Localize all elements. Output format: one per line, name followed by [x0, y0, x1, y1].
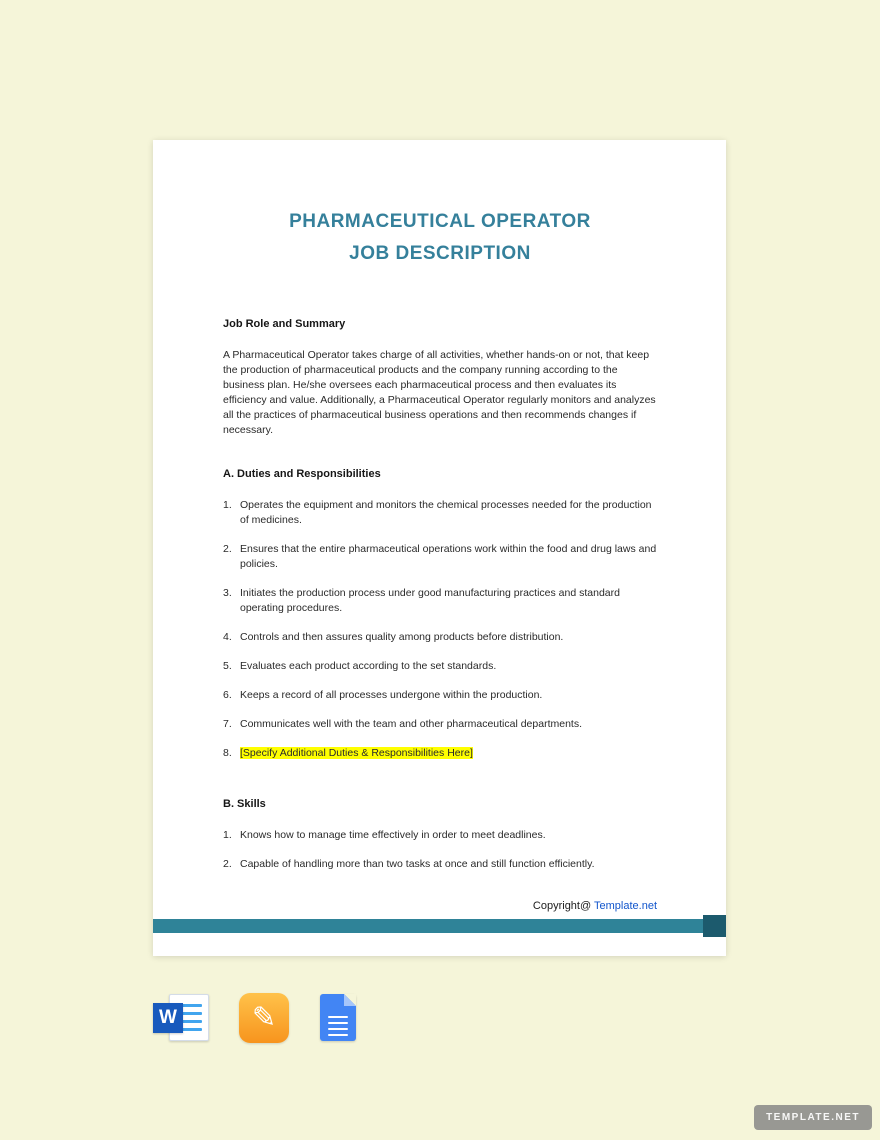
docs-document-shape	[320, 994, 356, 1041]
docs-doc-line	[328, 1028, 348, 1030]
list-number: 7.	[223, 718, 232, 730]
placeholder-highlight	[240, 746, 657, 761]
copyright-line	[223, 900, 657, 912]
skills-list	[223, 828, 657, 872]
document-title-line-1: PHARMACEUTICAL OPERATOR	[289, 211, 591, 232]
list-text: Evaluates each product according to the set standards.	[240, 660, 497, 672]
list-number: 6.	[223, 689, 232, 701]
word-letter-badge	[153, 1003, 183, 1033]
duty-item	[223, 542, 657, 572]
duty-item	[223, 688, 657, 703]
pen-icon: ✎	[251, 1001, 277, 1034]
duty-item	[223, 586, 657, 616]
footer-accent-bar	[153, 919, 703, 933]
pages-file-icon[interactable]	[239, 993, 289, 1043]
list-text: Capable of handling more than two tasks at once and still function efficiently.	[240, 858, 595, 870]
list-number: 5.	[223, 660, 232, 672]
docs-text-lines	[328, 1016, 348, 1036]
skills-heading: B. Skills	[223, 798, 266, 810]
docs-doc-line	[328, 1034, 348, 1036]
copyright-prefix: Copyright@	[532, 900, 595, 912]
list-text: Knows how to manage time effectively in order to meet deadlines.	[240, 829, 546, 841]
list-number: 2.	[223, 858, 232, 870]
list-number: 1.	[223, 829, 232, 841]
document-content	[223, 140, 657, 912]
duties-list	[223, 498, 657, 761]
word-letter: W	[159, 1007, 177, 1028]
duties-heading: A. Duties and Responsibilities	[223, 468, 381, 480]
list-text: Ensures that the entire pharmaceutical operations work within the food and drug laws and policies.	[240, 543, 657, 570]
template-net-watermark: TEMPLATE.NET	[754, 1105, 872, 1130]
list-text: Initiates the production process under good manufacturing practices and standard operating procedures.	[240, 587, 620, 614]
list-text: Communicates well with the team and other pharmaceutical departments.	[240, 718, 582, 730]
duty-item	[223, 630, 657, 645]
list-number: 8.	[223, 747, 232, 759]
duty-item	[223, 717, 657, 732]
highlighted-placeholder-text: [Specify Additional Duties & Responsibilities Here]	[240, 747, 473, 759]
document-title-line-2: JOB DESCRIPTION	[349, 243, 531, 264]
skill-item	[223, 828, 657, 843]
summary-heading: Job Role and Summary	[223, 318, 346, 330]
word-file-icon[interactable]	[153, 993, 211, 1043]
list-number: 4.	[223, 631, 232, 643]
duty-item	[223, 659, 657, 674]
list-text: Controls and then assures quality among products before distribution.	[240, 631, 564, 643]
skill-item	[223, 857, 657, 872]
template-net-link[interactable]: Template.net	[594, 900, 657, 912]
duty-item-placeholder	[223, 746, 657, 761]
docs-doc-line	[328, 1016, 348, 1018]
list-number: 2.	[223, 543, 232, 555]
document-page	[153, 140, 726, 956]
docs-folded-corner-icon	[344, 994, 356, 1006]
document-title	[223, 206, 657, 270]
list-text: Operates the equipment and monitors the chemical processes needed for the production of medicines.	[240, 499, 652, 526]
docs-doc-line	[328, 1022, 348, 1024]
summary-paragraph: A Pharmaceutical Operator takes charge of all activities, whether hands-on or not, that keep the production of pharmaceutical products and the company running according to the business plan. He/she oversees each pharmaceutical process and then evaluates its efficiency and value. Additionally, a Pharmaceutical Operator regularly monitors and analyzes all the practices of pharmaceutical business operations and then recommends changes if necessary.	[223, 349, 656, 436]
duty-item	[223, 498, 657, 528]
list-text: Keeps a record of all processes undergone within the production.	[240, 689, 543, 701]
google-docs-file-icon[interactable]	[313, 993, 363, 1043]
list-number: 3.	[223, 587, 232, 599]
footer-accent-square	[703, 915, 726, 937]
list-number: 1.	[223, 499, 232, 511]
